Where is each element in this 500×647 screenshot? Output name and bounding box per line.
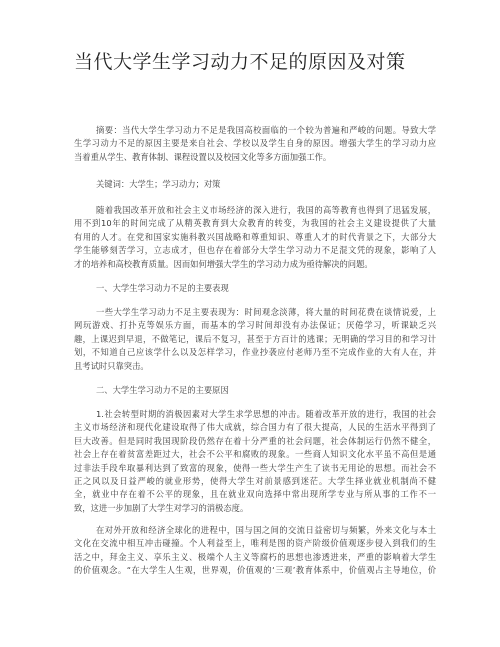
section2-line: 主义市场经济和现代化建设取得了伟大成就，综合国力有了很大提高，人民的生活水平得到了: [74, 422, 436, 433]
intro-line: 用不到10年的时间完成了从精英教育到大众教育的转变，为我国的社会主义建设提供了大量: [74, 218, 436, 229]
section3-line: 的价值观念。“在大学生人生观，世界观，价值观的‘三观’教育体系中，价值观占主导地位，价: [74, 565, 436, 576]
section3-line: 活之中，拜金主义、享乐主义、极端个人主义等腐朽的思想也渗透进来，严重的影响着大学生: [74, 551, 436, 562]
section2-line: 1.社会转型时期的消极因素对大学生求学思想的冲击。随着改革开放的进行，我国的社会: [96, 409, 436, 419]
section2-line: 致，这进一步加剧了大学生对学习的消极态度。: [74, 502, 249, 513]
section3-line: 文化在交流中相互冲击碰撞。个人利益至上，唯利是图的资产阶级价值观逐步侵入到我们的生: [74, 538, 436, 549]
intro-line: 才的培养和高校教育质量。因而如何增强大学生的学习动力成为亟待解决的问题。: [74, 258, 373, 269]
keywords-line: 关键词：大学生；学习动力；对策: [96, 179, 221, 189]
intro-line: 有用的人才。在党和国家实施科教兴国战略和尊重知识、尊重人才的时代背景之下，大部分大: [74, 231, 436, 242]
abstract-line: 摘要：当代大学生学习动力不足是我国高校面临的一个较为普遍和严峻的问题。导致大学: [96, 125, 436, 135]
intro-line: 随着我国改革开放和社会主义市场经济的深入进行，我国的高等教育也得到了迅猛发展，: [96, 205, 436, 215]
document-title: 当代大学生学习动力不足的原因及对策: [74, 51, 406, 73]
section2-line: 过非法手段牟取暴利达到了致富的现象，使得一些大学生产生了读书无用论的思想。而社会不: [74, 462, 436, 473]
intro-line: 学生能够刻苦学习，立志成才，但也存在着部分大学生学习动力不足混文凭的现象，影响了人: [74, 245, 436, 256]
intro-paragraph: [74, 204, 436, 271]
abstract-paragraph: [74, 124, 436, 164]
section1-line: 一些大学生学习动力不足主要表现为：时间观念淡薄，将大量的时间花费在谈情说爱，上: [96, 307, 436, 317]
section1-line: 趣，上课迟到早退，不做笔记，课后不复习，甚至于方百计的逃课；无明确的学习目的和学习计: [74, 333, 436, 344]
section1-heading: 一、大学生学习动力不足的主要表现: [96, 283, 229, 293]
abstract-line: 生学习动力不足的原因主要是来自社会、学校以及学生自身的原因。增强大学生的学习动力应: [74, 138, 436, 149]
section2-line: 正之风以及日益严峻的就业形势，使得大学生对前景感到迷茫。大学生择业就业机制尚不健: [74, 476, 436, 487]
section3-line: 在对外开放和经济全球化的进程中，国与国之间的交流日益密切与频繁，外来文化与本土: [96, 525, 436, 535]
section1-line: 划，不知道自己应该学什么以及怎样学习，作业抄袭应付老师乃至不完成作业的大有人在，并: [74, 347, 436, 358]
section1-paragraph: [74, 306, 436, 373]
section2-line: 全，就业中存在着不公平的现象，且在就业双向选择中常出现所学专业与所从事的工作不一: [74, 489, 436, 500]
section1-line: 网玩游戏、打扑克等娱乐方面，而基本的学习时间却没有办法保证；厌倦学习，听课缺乏兴: [74, 320, 436, 331]
section2-paragraph: [74, 408, 436, 515]
section3-paragraph: [74, 524, 436, 578]
abstract-line: 当着重从学生、教育体制、课程设置以及校园文化等多方面加强工作。: [74, 151, 332, 162]
section2-heading: 二、大学生学习动力不足的主要原因: [96, 385, 229, 395]
section2-line: 社会上存在着贫富差距过大，社会不公平和腐败的现象。一些商人知识文化水平虽不高但是通: [74, 449, 436, 460]
section2-line: 巨大改善。但是同时我国现阶段仍然存在着十分严重的社会问题，社会体制运行仍然不健全，: [74, 435, 436, 446]
section1-line: 且考试时只靠突击。: [74, 360, 149, 371]
